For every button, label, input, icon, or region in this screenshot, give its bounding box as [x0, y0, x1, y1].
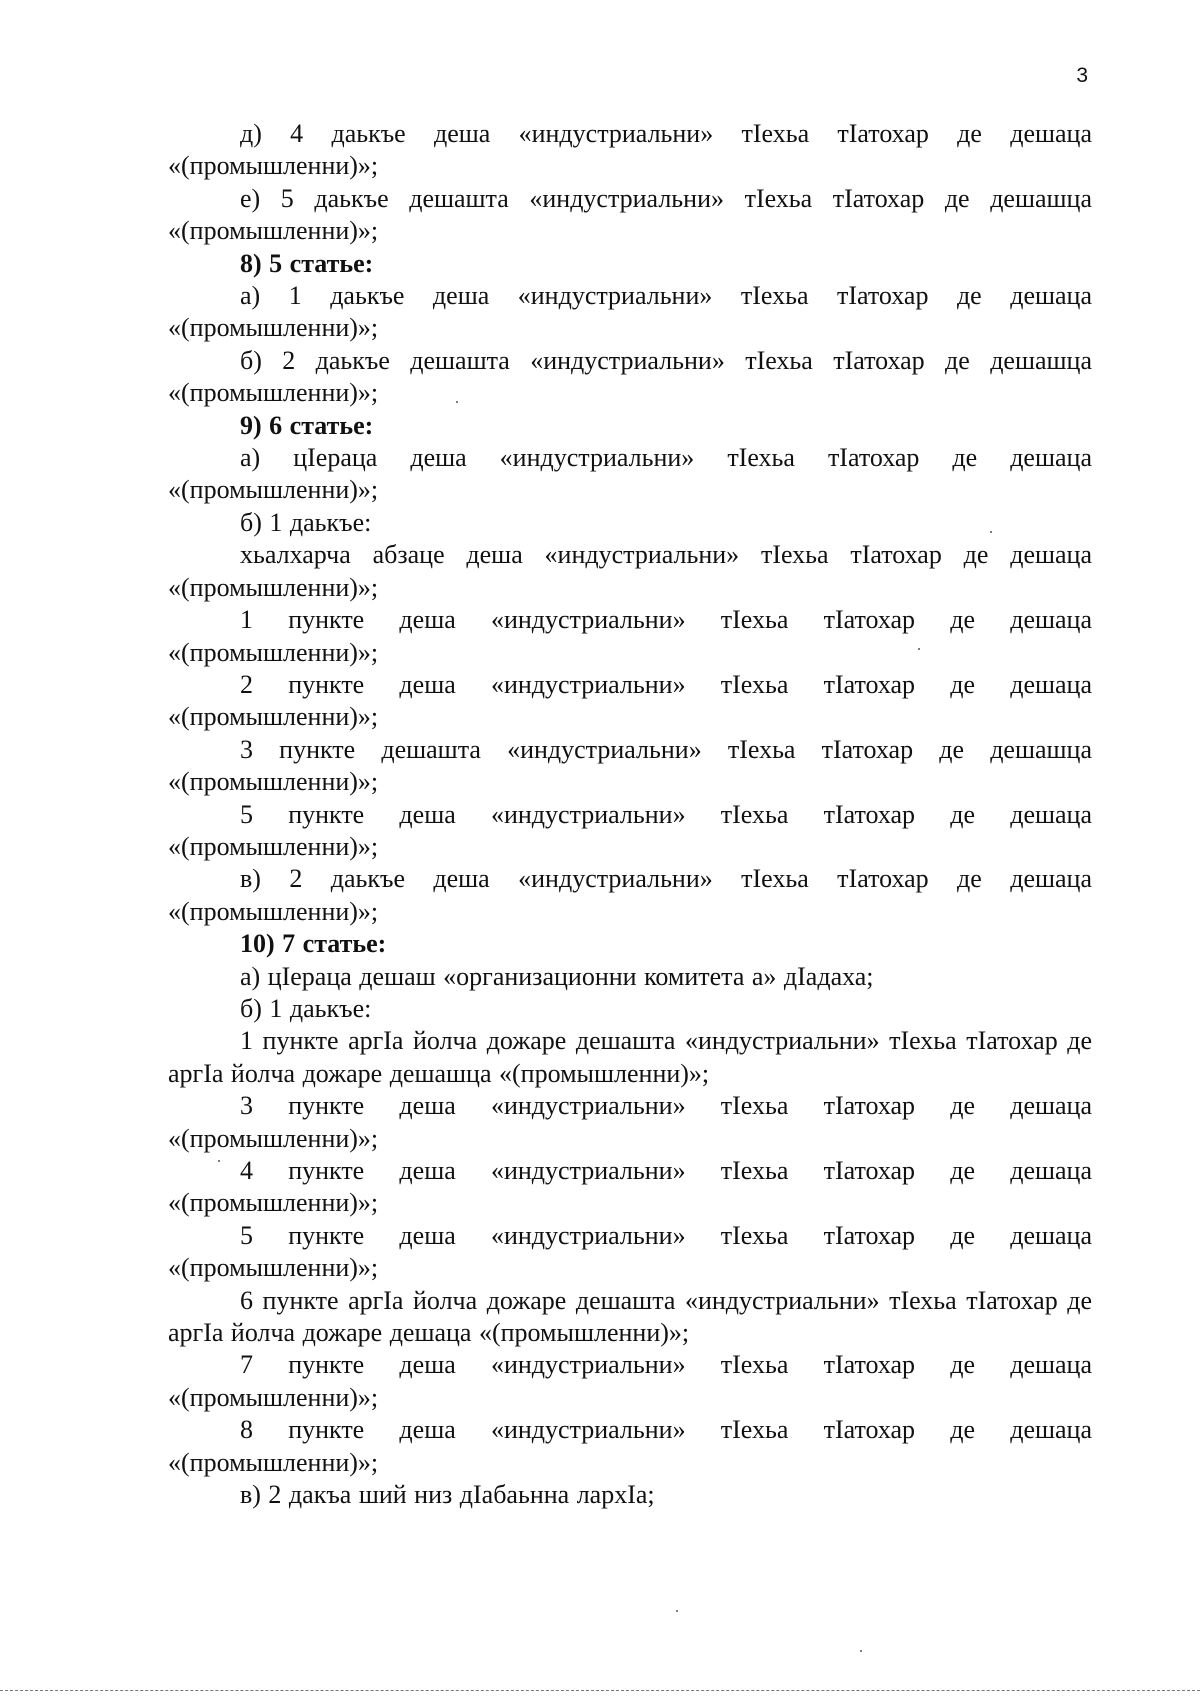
paragraph: 1 пункте аргIа йолча дожаре дешашта «индустриальни» тIехьа тIатохар де аргIа йолча дожаре дешашца «(промышленни)»;	[168, 1026, 1092, 1088]
paragraph: 4 пункте деша «индустриальни» тIехьа тIатохар де дешаца «(промышленни)»;	[168, 1156, 1092, 1218]
paragraph: 2 пункте деша «индустриальни» тIехьа тIатохар де дешаца «(промышленни)»;	[168, 669, 1092, 732]
scan-speck	[456, 401, 458, 403]
paragraph: 5 пункте деша «индустриальни» тIехьа тIатохар де дешаца «(промышленни)»;	[168, 1220, 1092, 1283]
scan-speck	[918, 648, 920, 650]
paragraph: а) цIераца деша «индустриальни» тIехьа тIатохар де дешаца «(промышленни)»;	[168, 443, 1092, 505]
paragraph: е) 5 даькъе дешашта «индустриальни» тIехьа тIатохар де дешашца «(промышленни)»;	[168, 183, 1092, 246]
paragraph: 8 пункте деша «индустриальни» тIехьа тIатохар де дешаца «(промышленни)»;	[168, 1415, 1092, 1477]
paragraph: 3 пункте деша «индустриальни» тIехьа тIатохар де дешаца «(промышленни)»;	[168, 1091, 1092, 1153]
article-heading: 10) 7 статье:	[240, 929, 387, 959]
paragraph: 3 пункте дешашта «индустриальни» тIехьа тIатохар де дешашца «(промышленни)»;	[168, 734, 1092, 797]
scan-speck	[676, 1610, 678, 1612]
scan-speck	[860, 1650, 862, 1652]
paragraph: в) 2 даькъе деша «индустриальни» тIехьа тIатохар де дешаца «(промышленни)»;	[168, 864, 1092, 926]
paragraph: б) 2 даькъе дешашта «индустриальни» тIехьа тIатохар де дешашца «(промышленни)»;	[168, 345, 1092, 408]
scan-speck	[218, 1160, 220, 1162]
article-heading: 9) 6 статье:	[240, 410, 374, 440]
paragraph: хьалхарча абзаце деша «индустриальни» тIехьа тIатохар де дешаца «(промышленни)»;	[168, 540, 1092, 602]
article-heading: 8) 5 статье:	[240, 248, 374, 278]
paragraph: а) 1 даькъе деша «индустриальни» тIехьа тIатохар де дешаца «(промышленни)»;	[168, 281, 1092, 343]
paragraph: 1 пункте деша «индустриальни» тIехьа тIатохар де дешаца «(промышленни)»;	[168, 605, 1092, 667]
paragraph: д) 4 даькъе деша «индустриальни» тIехьа тIатохар де дешаца «(промышленни)»;	[168, 119, 1092, 181]
paragraph: 5 пункте деша «индустриальни» тIехьа тIатохар де дешаца «(промышленни)»;	[168, 799, 1092, 861]
page-number: 3	[1076, 64, 1088, 87]
paragraph: 6 пункте аргIа йолча дожаре дешашта «индустриальни» тIехьа тIатохар де аргIа йолча дожаре дешаца «(промышленни)»;	[168, 1285, 1092, 1348]
paragraph: б) 1 даькъе:	[240, 993, 372, 1023]
paragraph: б) 1 даькъе:	[240, 507, 372, 537]
paragraph: а) цIераца дешаш «организационни комитета а» дIадаха;	[240, 961, 874, 991]
paragraph: 7 пункте деша «индустриальни» тIехьа тIатохар де дешаца «(промышленни)»;	[168, 1350, 1092, 1412]
scan-edge-line	[0, 1690, 1200, 1692]
paragraph: в) 2 дакъа ший низ дIабаьнна лархIа;	[240, 1480, 655, 1510]
scan-speck	[990, 531, 992, 533]
document-body	[168, 118, 1092, 1511]
